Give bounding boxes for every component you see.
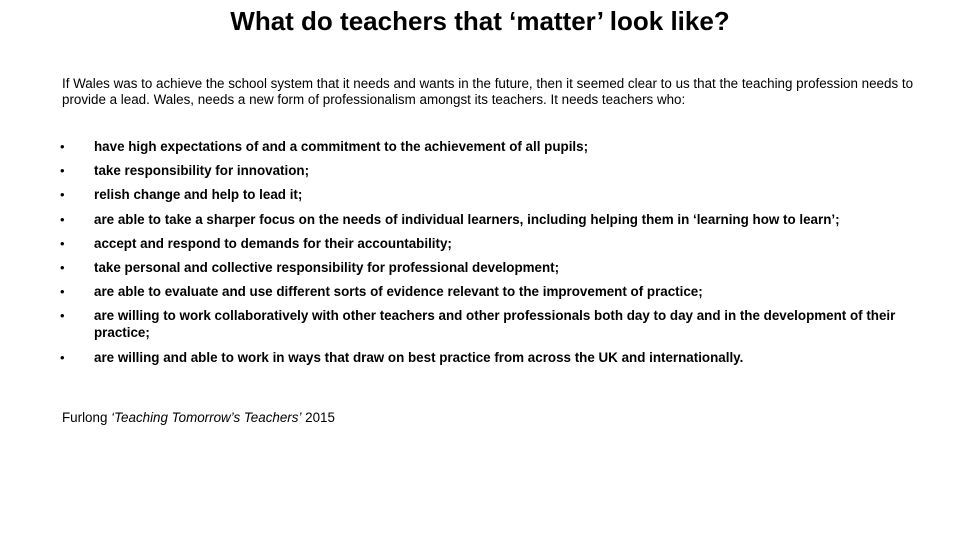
bullet-text: relish change and help to lead it; [94,187,303,203]
citation-author: Furlong [62,410,112,425]
bullet-marker: • [60,349,65,365]
bullet-text: are willing to work collaboratively with other teachers and other professionals both day to day and in the development of their practice; [94,308,896,341]
bullet-item [0,235,960,252]
bullet-item [0,307,960,341]
bullet-marker: • [60,163,65,179]
bullet-item [0,283,960,300]
bullet-marker: • [60,259,65,275]
citation-year: 2015 [301,410,335,425]
citation-work: ‘Teaching Tomorrow’s Teachers’ [111,410,302,425]
bullet-text: accept and respond to demands for their accountability; [94,235,452,251]
bullet-text: are able to evaluate and use different sorts of evidence relevant to the improvement of practice; [94,284,703,300]
bullet-text: take responsibility for innovation; [94,163,310,179]
citation [62,410,335,426]
bullet-marker: • [60,139,65,154]
bullet-text: take personal and collective responsibility for professional development; [94,259,560,275]
slide-title: What do teachers that ‘matter’ look like? [230,6,730,36]
bullet-marker: • [60,211,65,227]
bullet-text: are able to take a sharper focus on the needs of individual learners, including helping them in ‘learning how to learn’; [94,211,840,227]
bullet-item [0,349,960,366]
bullet-item [0,138,960,155]
bullet-item [0,259,960,276]
bullet-item [0,211,960,228]
bullet-marker: • [60,308,65,324]
bullet-marker: • [60,284,65,300]
bullet-list [0,138,960,373]
bullet-marker: • [60,235,65,251]
bullet-item [0,162,960,179]
bullet-marker: • [60,187,65,203]
bullet-item [0,186,960,203]
bullet-text: are willing and able to work in ways that draw on best practice from across the UK and internationally. [94,349,744,365]
bullet-text: have high expectations of and a commitment to the achievement of all pupils; [94,139,589,154]
intro-paragraph: If Wales was to achieve the school system that it needs and wants in the future, then it seemed clear to us that the teaching profession needs to provide a lead. Wales, needs a new form of professionalism amongst its teachers. It needs teachers who: [62,76,914,107]
